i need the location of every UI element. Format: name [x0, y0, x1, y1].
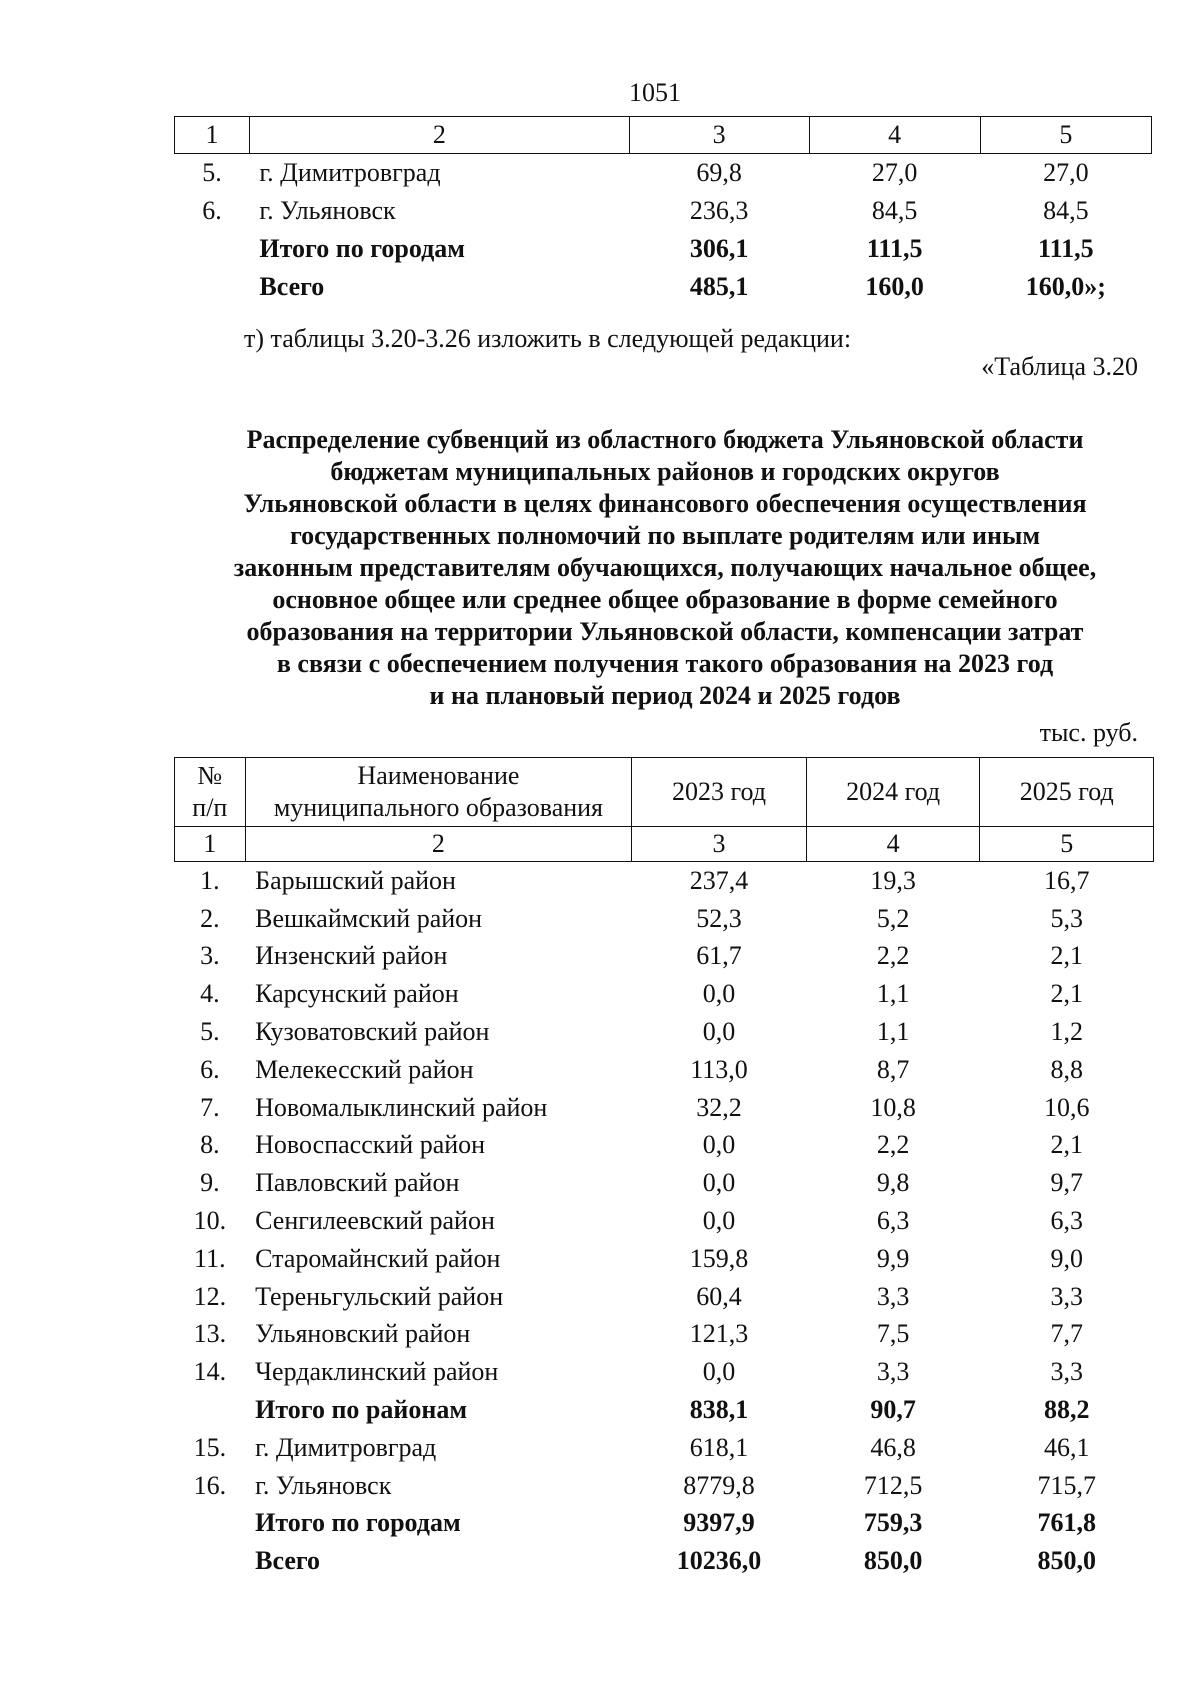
- table-row: [175, 1051, 1154, 1089]
- table-total-row: [175, 1391, 1154, 1429]
- row-value-2024: 7,5: [876, 1319, 910, 1349]
- row-value-2024: 5,2: [876, 903, 910, 933]
- row-value-2023: 113,0: [690, 1054, 748, 1084]
- title-line: государственных полномочий по выплате родителям или иным: [289, 521, 1041, 550]
- row-value-2024: 759,3: [863, 1508, 923, 1538]
- row-value-2025: 1,2: [1050, 1017, 1083, 1047]
- table-row: [175, 938, 1154, 976]
- row-number: 16.: [193, 1470, 227, 1500]
- row-value-2025: 111,5: [1038, 234, 1094, 263]
- row-number: [175, 268, 250, 306]
- header-2024: 2024 год: [806, 758, 980, 827]
- row-number: 14.: [193, 1357, 227, 1387]
- row-value-2024: 2,2: [876, 941, 910, 971]
- header-number-line1: №: [197, 761, 223, 790]
- index-4: 4: [806, 827, 980, 862]
- row-value-2023: 8779,8: [683, 1470, 755, 1500]
- row-number: [175, 1505, 246, 1543]
- row-number: [175, 1542, 246, 1580]
- row-number: 6.: [200, 1054, 220, 1084]
- row-value-2023: 237,4: [689, 865, 749, 895]
- row-municipality: Карсунский район: [255, 979, 459, 1009]
- table-index-row: [175, 827, 1154, 862]
- row-value-2025: 2,1: [1050, 979, 1083, 1009]
- row-value-2023: 121,3: [689, 1319, 749, 1349]
- table-row: [175, 192, 1152, 230]
- row-value-2024: 8,7: [876, 1054, 910, 1084]
- index-5: 5: [980, 827, 1154, 862]
- header-number: [175, 758, 246, 827]
- row-value-2025: 8,8: [1050, 1054, 1083, 1084]
- header-number-line2: п/п: [192, 793, 228, 822]
- row-value-2025: 88,2: [1043, 1395, 1090, 1425]
- row-value-2024: 10,8: [870, 1092, 916, 1122]
- subventions-table-body: [175, 758, 1154, 1581]
- intro-text: т) таблицы 3.20-3.26 изложить в следующей редакции:: [244, 324, 852, 353]
- row-number: 6.: [202, 196, 222, 225]
- index-3: 3: [632, 827, 807, 862]
- table-row: [175, 900, 1154, 938]
- table-row: [175, 1240, 1154, 1278]
- row-value-2025: 84,5: [1043, 196, 1089, 225]
- row-value-2025: 160,0»;: [1025, 272, 1106, 301]
- row-value-2023: 0,0: [702, 1017, 736, 1047]
- row-number: 4.: [200, 979, 220, 1009]
- table-row: [175, 1127, 1154, 1165]
- row-value-2023: 10236,0: [676, 1546, 762, 1576]
- row-value-2024: 90,7: [870, 1395, 916, 1425]
- row-value-2023: 52,3: [696, 903, 742, 933]
- table-row: [175, 975, 1154, 1013]
- row-municipality: г. Ульяновск: [255, 1470, 392, 1500]
- row-value-2025: 10,6: [1043, 1092, 1090, 1122]
- row-municipality: Инзенский район: [255, 941, 448, 971]
- row-number: 15.: [193, 1432, 227, 1462]
- row-municipality: г. Димитровград: [259, 158, 441, 187]
- table-row: [175, 1089, 1154, 1127]
- row-value-2023: 0,0: [702, 1130, 736, 1160]
- row-number: 3.: [200, 941, 220, 971]
- row-municipality: Тереньгульский район: [255, 1281, 504, 1311]
- page-number: 1051: [629, 78, 681, 107]
- continuation-table-body: [175, 117, 1152, 307]
- table-row: [175, 154, 1152, 193]
- row-value-2025: 16,7: [1043, 865, 1090, 895]
- row-number: 13.: [193, 1319, 227, 1349]
- row-municipality: Старомайнский район: [255, 1243, 501, 1273]
- row-value-2023: 618,1: [689, 1432, 749, 1462]
- title-line: законным представителям обучающихся, получающих начальное общее,: [233, 553, 1097, 582]
- title-line: Распределение субвенций из областного бюджета Ульяновской области: [246, 425, 1084, 454]
- table-row: [175, 1013, 1154, 1051]
- row-number: [175, 1391, 246, 1429]
- table-row: [175, 1316, 1154, 1354]
- row-value-2024: 9,8: [876, 1168, 910, 1198]
- row-value-2025: 715,7: [1037, 1470, 1096, 1500]
- title-line: и на плановый период 2024 и 2025 годов: [429, 681, 901, 710]
- column-index-3: 3: [629, 117, 809, 154]
- row-value-2025: 3,3: [1050, 1357, 1083, 1387]
- row-number: 7.: [200, 1092, 220, 1122]
- row-municipality: Сенгилеевский район: [255, 1206, 495, 1236]
- row-municipality: Всего: [259, 272, 325, 301]
- row-municipality: Итого по городам: [255, 1508, 461, 1538]
- row-municipality: Барышский район: [255, 865, 456, 895]
- row-value-2024: 1,1: [876, 979, 910, 1009]
- table-row: [175, 1278, 1154, 1316]
- row-municipality: Новомалыклинский район: [255, 1092, 548, 1122]
- row-value-2024: 3,3: [876, 1357, 910, 1387]
- table-row: [175, 1353, 1154, 1391]
- row-value-2024: 2,2: [876, 1130, 910, 1160]
- row-municipality: Ульяновский район: [255, 1319, 471, 1349]
- continuation-table: [174, 116, 1152, 306]
- row-value-2023: 0,0: [702, 1168, 736, 1198]
- row-municipality: Вешкаймский район: [255, 903, 483, 933]
- row-value-2024: 850,0: [863, 1546, 923, 1576]
- row-number: 2.: [200, 903, 220, 933]
- row-value-2023: 60,4: [696, 1281, 742, 1311]
- title-line: основное общее или среднее общее образование в форме семейного: [272, 585, 1058, 614]
- row-value-2024: 19,3: [870, 865, 916, 895]
- table-row: [175, 1467, 1154, 1505]
- table-header-row: [175, 758, 1154, 827]
- row-value-2025: 9,7: [1050, 1168, 1083, 1198]
- header-2025: 2025 год: [980, 758, 1154, 827]
- row-value-2025: 27,0: [1043, 158, 1089, 187]
- row-value-2024: 160,0: [865, 272, 924, 301]
- row-value-2023: 838,1: [689, 1395, 749, 1425]
- row-municipality: Всего: [255, 1546, 321, 1576]
- column-index-1: 1: [175, 117, 250, 154]
- row-value-2025: 2,1: [1050, 1130, 1083, 1160]
- row-municipality: г. Ульяновск: [259, 196, 396, 225]
- row-value-2023: 32,2: [696, 1092, 742, 1122]
- index-1: 1: [175, 827, 246, 862]
- table-total-row: [175, 230, 1152, 268]
- row-value-2024: 6,3: [876, 1206, 910, 1236]
- row-municipality: Итого по городам: [259, 234, 465, 263]
- row-municipality: Кузоватовский район: [255, 1017, 490, 1047]
- title-line: образования на территории Ульяновской области, компенсации затрат: [246, 617, 1084, 646]
- index-2: 2: [245, 827, 632, 862]
- table-row: [175, 1202, 1154, 1240]
- continuation-table-header: [175, 117, 1152, 154]
- row-value-2025: 2,1: [1050, 941, 1083, 971]
- row-number: 10.: [193, 1206, 227, 1236]
- row-value-2025: 761,8: [1037, 1508, 1096, 1538]
- row-value-2023: 9397,9: [683, 1508, 755, 1538]
- row-value-2023: 0,0: [702, 1206, 736, 1236]
- row-value-2024: 3,3: [876, 1281, 910, 1311]
- row-value-2024: 84,5: [871, 196, 918, 225]
- row-value-2025: 9,0: [1050, 1243, 1083, 1273]
- row-number: 5.: [202, 158, 222, 187]
- row-municipality: Новоспасский район: [255, 1130, 486, 1160]
- document-title: [170, 424, 1160, 712]
- table-total-row: [175, 268, 1152, 306]
- column-index-4: 4: [809, 117, 980, 154]
- title-line: в связи с обеспечением получения такого образования на 2023 год: [276, 649, 1054, 678]
- row-value-2025: 5,3: [1050, 903, 1083, 933]
- row-value-2023: 69,8: [696, 158, 742, 187]
- table-label: «Таблица 3.20: [981, 352, 1138, 381]
- column-index-5: 5: [980, 117, 1151, 154]
- table-total-row: [175, 1505, 1154, 1543]
- row-number: 5.: [200, 1017, 220, 1047]
- header-municipality: [245, 758, 632, 827]
- column-index-2: 2: [249, 117, 629, 154]
- row-value-2025: 7,7: [1050, 1319, 1083, 1349]
- table-row: [175, 1429, 1154, 1467]
- row-municipality: Итого по районам: [255, 1395, 468, 1425]
- row-number: 11.: [194, 1243, 226, 1273]
- title-line: Ульяновской области в целях финансового обеспечения осуществления: [243, 489, 1087, 518]
- row-value-2023: 0,0: [702, 1357, 736, 1387]
- row-number: [175, 230, 250, 268]
- header-municipality-line1: Наименование: [357, 761, 520, 790]
- row-value-2025: 6,3: [1050, 1206, 1083, 1236]
- row-municipality: Мелекесский район: [255, 1054, 474, 1084]
- header-municipality-line2: муниципального образования: [273, 793, 604, 822]
- units-label: тыс. руб.: [1039, 718, 1138, 747]
- row-value-2023: 485,1: [689, 272, 749, 301]
- row-value-2024: 712,5: [863, 1470, 923, 1500]
- table-row: [175, 862, 1154, 900]
- row-value-2024: 46,8: [870, 1432, 916, 1462]
- title-line: бюджетам муниципальных районов и городских округов: [330, 457, 1000, 486]
- row-value-2023: 306,1: [689, 234, 749, 263]
- row-number: 1.: [200, 865, 220, 895]
- row-value-2023: 236,3: [689, 196, 749, 225]
- row-value-2025: 46,1: [1043, 1432, 1090, 1462]
- table-total-row: [175, 1542, 1154, 1580]
- row-municipality: Чердаклинский район: [255, 1357, 499, 1387]
- row-value-2024: 27,0: [871, 158, 918, 187]
- row-number: 8.: [200, 1130, 220, 1160]
- row-municipality: Павловский район: [255, 1168, 460, 1198]
- row-value-2024: 1,1: [876, 1017, 910, 1047]
- row-municipality: г. Димитровград: [255, 1432, 437, 1462]
- row-value-2024: 111,5: [866, 234, 923, 263]
- row-value-2025: 3,3: [1050, 1281, 1083, 1311]
- row-value-2023: 0,0: [702, 979, 736, 1009]
- table-row: [175, 1164, 1154, 1202]
- row-value-2023: 159,8: [689, 1243, 749, 1273]
- row-value-2024: 9,9: [876, 1243, 910, 1273]
- row-number: 12.: [193, 1281, 227, 1311]
- row-number: 9.: [200, 1168, 220, 1198]
- subventions-table: [174, 757, 1154, 1580]
- row-value-2023: 61,7: [696, 941, 742, 971]
- header-2023: 2023 год: [632, 758, 807, 827]
- row-value-2025: 850,0: [1037, 1546, 1096, 1576]
